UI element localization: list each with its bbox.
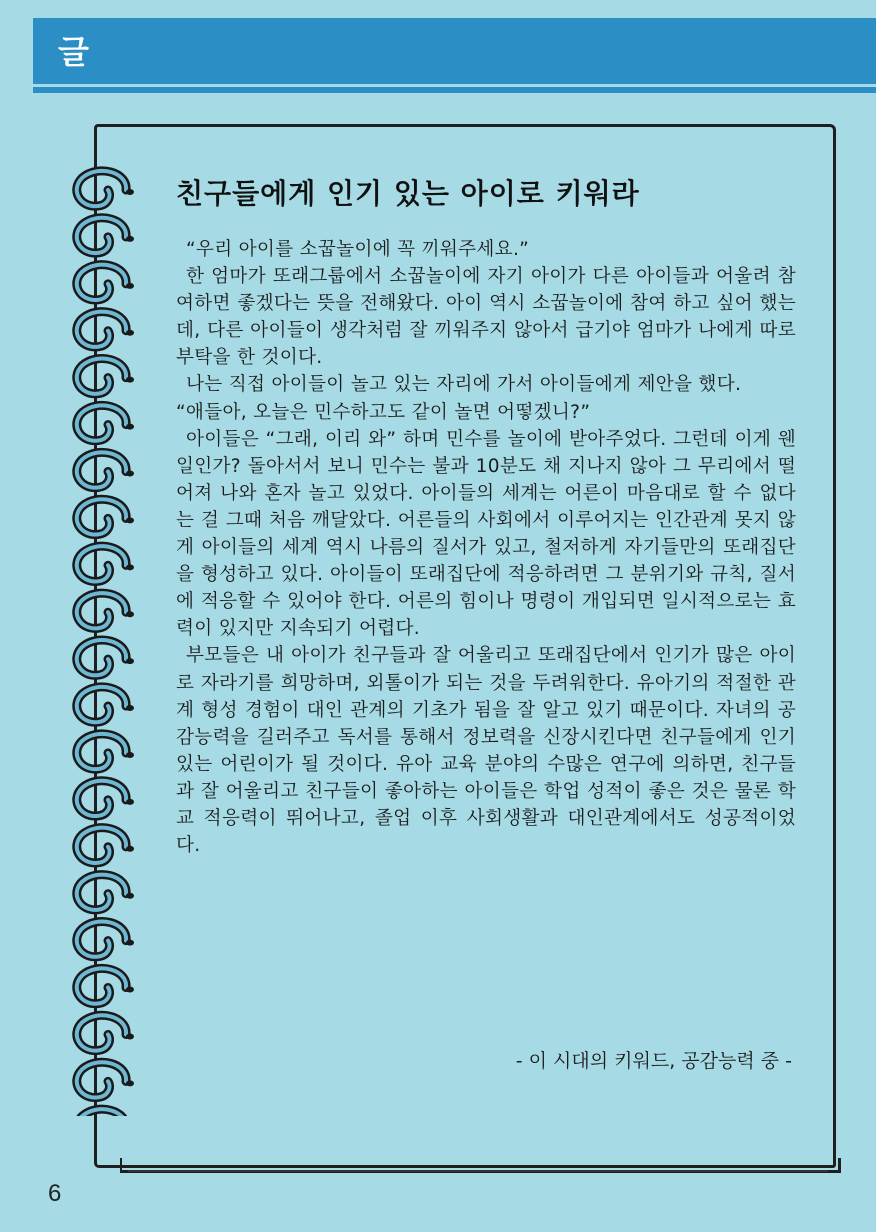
spiral-ring-icon xyxy=(77,265,134,300)
spiral-ring-icon xyxy=(77,640,134,675)
spiral-ring-icon xyxy=(77,546,134,581)
notebook-page-stack-inner xyxy=(128,1164,828,1172)
spiral-ring-icon xyxy=(77,968,134,1003)
spiral-ring-icon xyxy=(77,1015,134,1050)
spiral-ring-icon xyxy=(77,828,134,863)
spiral-ring-icon xyxy=(77,734,134,769)
spiral-ring-icon xyxy=(77,499,134,534)
section-label: 글 xyxy=(58,33,89,71)
spiral-ring-icon xyxy=(77,593,134,628)
spiral-ring-icon xyxy=(77,781,134,816)
article-body xyxy=(176,236,796,859)
spiral-ring-icon xyxy=(77,452,134,487)
article-paragraph: 나는 직접 아이들이 놀고 있는 자리에 가서 아이들에게 제안을 했다. xyxy=(186,374,742,396)
article-source: - 이 시대의 키워드, 공감능력 중 - xyxy=(515,1050,792,1072)
section-header-band xyxy=(33,18,876,84)
article-paragraph: 한 엄마가 또래그룹에서 소꿉놀이에 자기 아이가 다른 아이들과 어울려 참여하면 좋겠다는 뜻을 전해왔다. 아이 역시 소꿉놀이에 참여 하고 싶어 했는데, 다른 아이들이 생각처럼 잘 끼워주지 않아서 급기야 엄마가 나에게 따로 부탁을 한 것이다. xyxy=(176,266,796,369)
spiral-ring-icon xyxy=(77,171,134,206)
spiral-ring-icon xyxy=(77,1062,134,1097)
spiral-ring-icon xyxy=(77,405,134,440)
article-paragraph: 아이들은 “그래, 이리 와” 하며 민수를 놀이에 받아주었다. 그런데 이게 웬일인가? 돌아서서 보니 민수는 불과 10분도 채 지나지 않아 그 무리에서 떨어져 나와 혼자 놀고 있었다. 아이들의 세계는 어른이 마음대로 할 수 없다는 걸 그때 처음 깨달았다. 어른들의 사회에서 이루어지는 인간관계 못지 않게 아이들의 세계 역시 나름의 질서가 있고, 철저하게 자기들만의 또래집단을 형성하고 있다. 아이들이 또래집단에 적응하려면 그 분위기와 규칙, 질서에 적응할 수 있어야 한다. 어른의 힘이나 명령이 개입되면 일시적으로는 효력이 있지만 지속되기 어렵다. xyxy=(176,428,796,640)
article-paragraph: “우리 아이를 소꿉놀이에 꼭 끼워주세요.” xyxy=(186,239,530,260)
spiral-ring-icon xyxy=(77,359,134,394)
spiral-ring-icon xyxy=(77,687,134,722)
page-number: 6 xyxy=(48,1180,62,1207)
spiral-ring-icon xyxy=(77,312,134,347)
article-paragraph: “애들아, 오늘은 민수하고도 같이 놀면 어떻겠니?” xyxy=(176,401,591,423)
spiral-binding-icon xyxy=(68,166,138,1116)
spiral-ring-icon xyxy=(77,921,134,956)
spiral-ring-icon xyxy=(77,1109,134,1116)
article-paragraph: 부모들은 내 아이가 친구들과 잘 어울리고 또래집단에서 인기가 많은 아이로 자라기를 희망하며, 외톨이가 되는 것을 두려워한다. 유아기의 적절한 관계 형성 경험이 대인 관계의 기초가 됨을 잘 알고 있기 때문이다. 자녀의 공감능력을 길러주고 독서를 통해서 정보력을 신장시킨다면 친구들에게 인기 있는 어린이가 될 것이다. 유아 교육 분야의 수많은 연구에 의하면, 친구들과 잘 어울리고 친구들이 좋아하는 아이들은 학업 성적이 좋은 것은 물론 학교 적응력이 뛰어나고, 졸업 이후 사회생활과 대인관계에서도 성공적이었다. xyxy=(176,645,796,857)
article-title: 친구들에게 인기 있는 아이로 키워라 xyxy=(176,177,640,210)
section-header-rule xyxy=(33,87,876,93)
spiral-ring-icon xyxy=(77,218,134,253)
spiral-ring-icon xyxy=(77,875,134,910)
